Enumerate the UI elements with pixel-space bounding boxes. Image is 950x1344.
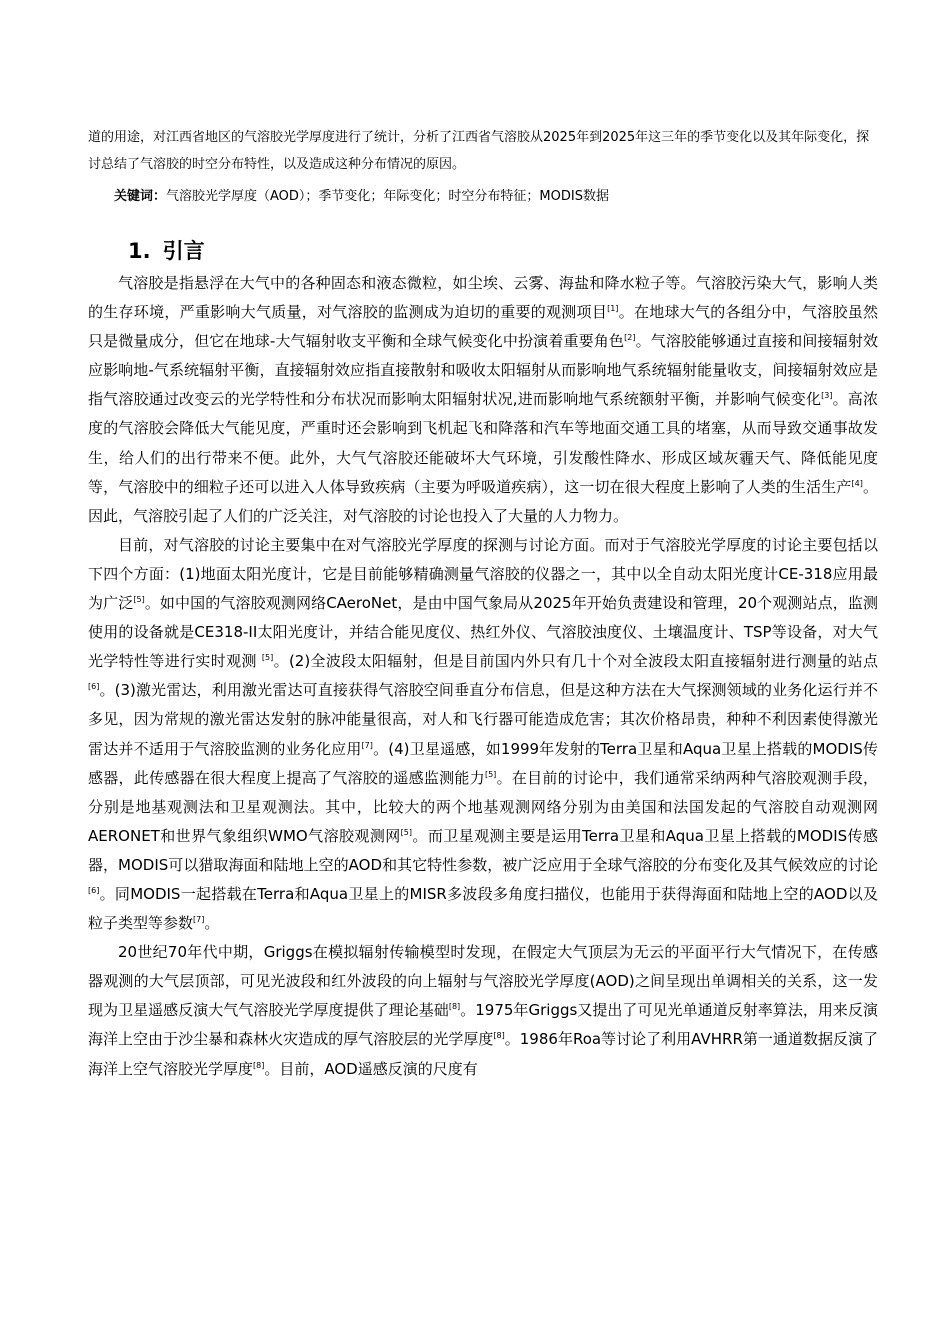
paragraph [88, 269, 878, 531]
citation-ref: [7] [361, 740, 373, 750]
paragraph-text: 。高浓度的气溶胶会降低大气能见度，严重时还会影响到飞机起飞和降落和汽车等地面交通工具的堵塞，从而导致交通事故发生，给人们的出行带来不便。此外，大气气溶胶还能破坏大气环境，引发酸性降水、形成区域灰霾天气、降低能见度等，气溶胶中的细粒子还可以进入人体导致疾病（主要为呼吸道疾病），这一切在很大程度上影响了人类的生活生产 [88, 390, 878, 496]
paragraph-text: 。在地球大气的各组分中，气溶胶虽然只是微量成分，但它在地球-大气辐射收支平衡和全球气候变化中扮演着重要角色 [88, 303, 878, 351]
citation-ref: [6] [88, 885, 100, 895]
paragraph-text: 。(2)全波段太阳辐射，但是目前国内外只有几十个对全波段太阳直接辐射进行测量的站点 [273, 652, 878, 671]
section-number: 1. [128, 239, 151, 263]
paragraph-text: 。因此，气溶胶引起了人们的广泛关注，对气溶胶的讨论也投入了大量的人力物力。 [88, 477, 878, 525]
citation-ref: [7] [193, 915, 205, 925]
keywords-text: 气溶胶光学厚度（AOD）；季节变化；年际变化；时空分布特征；MODIS数据 [166, 189, 609, 204]
citation-ref: [6] [88, 682, 100, 692]
paragraph [88, 938, 878, 1083]
citation-ref: [4] [851, 478, 863, 488]
paragraph-text: 20世纪70年代中期，Griggs在模拟辐射传输模型时发现，在假定大气顶层为无云的平面平行大气情况下，在传感器观测的大气层顶部，可见光波段和红外波段的向上辐射与气溶胶光学厚度(AOD)之间呈现出单调相关的关系，这一发现为卫星遥感反演大气气溶胶光学厚度提供了理论基础 [88, 943, 878, 1020]
paragraph [88, 531, 878, 938]
paragraph-text: 。同MODIS一起搭载在Terra和Aqua卫星上的MISR多波段多角度扫描仪，也能用于获得海面和陆地上空的AOD以及粒子类型等参数 [88, 884, 878, 933]
paragraph-text: 。如中国的气溶胶观测网络CAeroNet，是由中国气象局从2025年开始负责建设和管理，20个观测站点，监测使用的设备就是CE318-II太阳光度计，并结合能见度仪、热红外仪、气溶胶浊度仪、土壤温度计、TSP等设备，对大气光学特性等进行实时观测 [88, 594, 878, 671]
paragraph-text: 。(3)激光雷达，利用激光雷达可直接获得气溶胶空间垂直分布信息，但是这种方法在大气探测领域的业务化运行并不多见，因为常规的激光雷达发射的脉冲能量很高，对人和飞行器可能造成危害；其次价格昂贵，种种不利因素使得激光雷达并不适用于气溶胶监测的业务化应用 [88, 681, 878, 758]
citation-ref: [5] [484, 769, 497, 779]
paragraph-text: 。1986年Roa等讨论了利用AVHRR第一通道数据反演了海洋上空气溶胶光学厚度 [88, 1030, 878, 1078]
citation-ref: [8] [253, 1060, 265, 1070]
keywords-label: 关键词： [114, 189, 167, 204]
citation-ref: [3] [821, 391, 833, 401]
citation-ref: [5] [133, 595, 145, 605]
citation-ref: [8] [493, 1031, 505, 1041]
citation-ref: [1] [607, 304, 619, 314]
section-heading [128, 236, 205, 266]
paragraph-text: 。在目前的讨论中，我们通常采纳两种气溶胶观测手段，分别是地基观测法和卫星观测法。其中，比较大的两个地基观测网络分别为由美国和法国发起的气溶胶自动观测网AERONET和世界气象组织WMO气溶胶观测网 [88, 768, 878, 845]
keywords-line [114, 183, 874, 210]
section-title: 引言 [162, 239, 205, 263]
citation-ref: [8] [448, 1002, 461, 1012]
abstract-text: 道的用途，对江西省地区的气溶胶光学厚度进行了统计，分析了江西省气溶胶从2025年到2025年这三年的季节变化以及其年际变化，探讨总结了气溶胶的时空分布特性，以及造成这种分布情况的原因。 [88, 130, 870, 172]
paragraph-text: 目前，对气溶胶的讨论主要集中在对气溶胶光学厚度的探测与讨论方面。而对于气溶胶光学厚度的讨论主要包括以下四个方面：(1)地面太阳光度计，它是目前能够精确测量气溶胶的仪器之一，其中以全自动太阳光度计CE-318应用最为广泛 [88, 535, 878, 613]
citation-ref: [2] [624, 333, 636, 343]
body-text [88, 269, 878, 1084]
paragraph-text: 。而卫星观测主要是运用Terra卫星和Aqua卫星上搭载的MODIS传感器，MODIS可以猎取海面和陆地上空的AOD和其它特性参数，被广泛应用于全球气溶胶的分布变化及其气候效应的讨论 [88, 826, 878, 874]
paragraph-text: 。气溶胶能够通过直接和间接辐射效应影响地-气系统辐射平衡，直接辐射效应指直接散射和吸收太阳辐射从而影响地气系统辐射能量收支，间接辐射效应是指气溶胶通过改变云的光学特性和分布状况而影响太阳辐射状况,进而影响地气系统额射平衡，并影响气候变化 [88, 332, 878, 409]
paragraph-text: 。目前，AOD遥感反演的尺度有 [264, 1059, 478, 1078]
paragraph-text: 。1975年Griggs又提出了可见光单通道反射率算法，用来反演海洋上空由于沙尘暴和森林火灾造成的厚气溶胶层的光学厚度 [88, 1001, 878, 1049]
paragraph-text: 气溶胶是指悬浮在大气中的各种固态和液态微粒，如尘埃、云雾、海盐和降水粒子等。气溶胶污染大气，影响人类的生存环境，严重影响大气质量，对气溶胶的监测成为迫切的重要的观测项目 [88, 274, 878, 322]
citation-ref: [5] [261, 653, 274, 663]
paragraph-text: 。(4)卫星遥感，如1999年发射的Terra卫星和Aqua卫星上搭载的MODIS传感器，此传感器在很大程度上提高了气溶胶的遥感监测能力 [88, 739, 878, 787]
citation-ref: [5] [400, 827, 412, 837]
paragraph-text: 。 [204, 914, 220, 933]
